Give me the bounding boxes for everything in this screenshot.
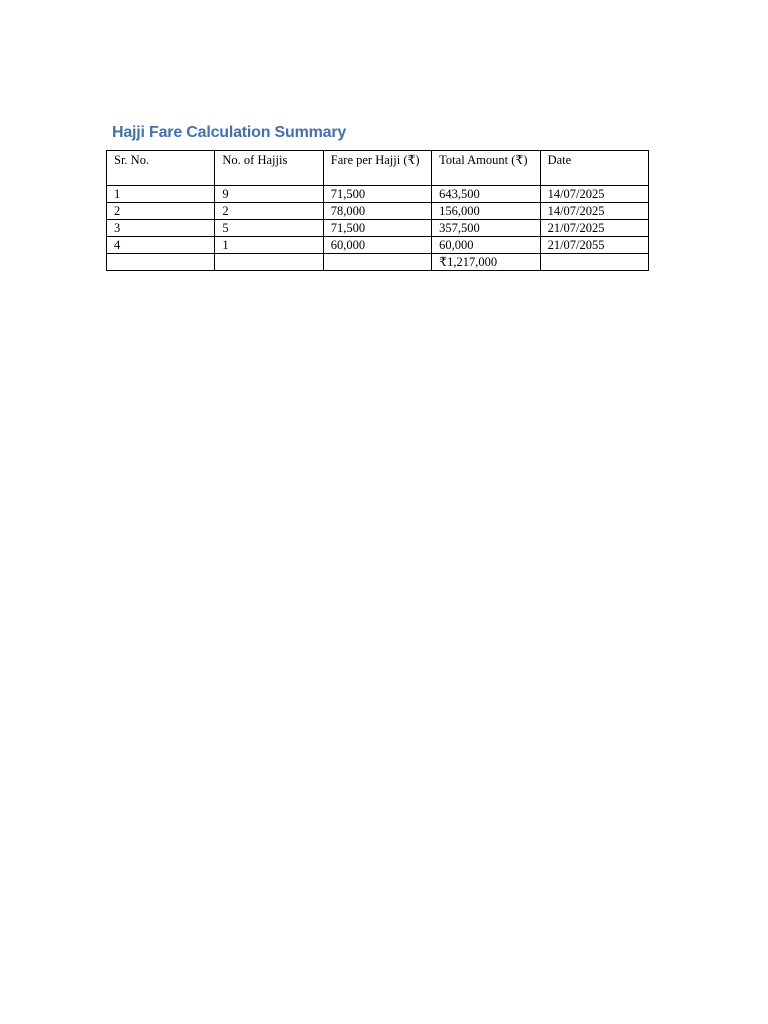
table-row: [107, 186, 649, 203]
cell-total-amount: 357,500: [432, 220, 540, 237]
table-total-row: [107, 254, 649, 271]
cell-date: 21/07/2025: [540, 220, 648, 237]
table-row: [107, 237, 649, 254]
table-header-row: [107, 151, 649, 186]
cell-total-amount: 156,000: [432, 203, 540, 220]
header-cell-no-of-hajjis: No. of Hajjis: [215, 151, 323, 186]
cell-date: 14/07/2025: [540, 203, 648, 220]
cell-fare-per-hajji: 71,500: [323, 220, 431, 237]
header-cell-total-amount: Total Amount (₹): [432, 151, 540, 186]
table-row: [107, 220, 649, 237]
cell-fare-per-hajji: 71,500: [323, 186, 431, 203]
cell-sr-no: 2: [107, 203, 215, 220]
cell-sr-no: 1: [107, 186, 215, 203]
cell-total-amount: 60,000: [432, 237, 540, 254]
cell-no-of-hajjis: 2: [215, 203, 323, 220]
cell-no-of-hajjis: 1: [215, 237, 323, 254]
total-cell-empty: [540, 254, 648, 271]
cell-total-amount: 643,500: [432, 186, 540, 203]
total-cell-empty: [107, 254, 215, 271]
cell-fare-per-hajji: 60,000: [323, 237, 431, 254]
document-title: Hajji Fare Calculation Summary: [112, 124, 347, 141]
grand-total-amount: ₹1,217,000: [432, 254, 540, 271]
cell-no-of-hajjis: 9: [215, 186, 323, 203]
cell-sr-no: 3: [107, 220, 215, 237]
cell-fare-per-hajji: 78,000: [323, 203, 431, 220]
total-cell-empty: [215, 254, 323, 271]
fare-summary-table: [106, 150, 649, 271]
cell-no-of-hajjis: 5: [215, 220, 323, 237]
header-cell-fare-per-hajji: Fare per Hajji (₹): [323, 151, 431, 186]
cell-date: 14/07/2025: [540, 186, 648, 203]
table-row: [107, 203, 649, 220]
header-cell-sr-no: Sr. No.: [107, 151, 215, 186]
total-cell-empty: [323, 254, 431, 271]
cell-date: 21/07/2055: [540, 237, 648, 254]
header-cell-date: Date: [540, 151, 648, 186]
cell-sr-no: 4: [107, 237, 215, 254]
